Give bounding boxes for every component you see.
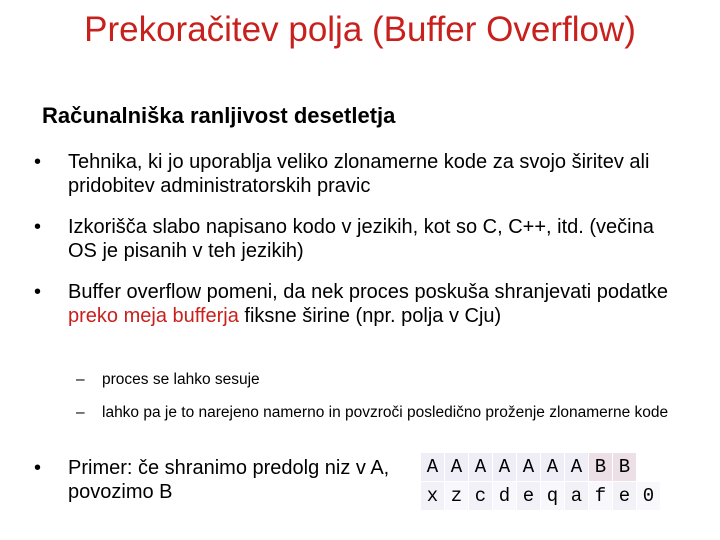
bullet-example: [34, 456, 394, 504]
memory-diagram: [420, 452, 661, 511]
bullet-technique: [34, 150, 684, 198]
data-cell: a: [565, 482, 589, 511]
slide-title: Prekoračitev polja (Buffer Overflow): [84, 10, 636, 49]
data-cell: e: [613, 482, 637, 511]
sub-bullet-text: proces se lahko sesuje: [102, 371, 260, 388]
sub-bullet-crash: [76, 370, 696, 390]
buffer-cell: A: [445, 453, 469, 482]
sub-bullet-dash: –: [76, 404, 85, 421]
data-cell: z: [445, 482, 469, 511]
bullet-dot: •: [34, 151, 42, 173]
buffer-cell: A: [493, 453, 517, 482]
overflow-cell: B: [589, 453, 613, 482]
bullet-dot: •: [34, 216, 42, 238]
data-cell: x: [421, 482, 445, 511]
data-cell: 0: [637, 482, 661, 511]
bullet-text: [68, 280, 684, 328]
sub-bullet-dash: –: [76, 371, 85, 388]
sub-bullet-text: lahko pa je to narejeno namerno in povzroči posledično proženje zlonamerne kode: [102, 404, 669, 421]
data-cell: f: [589, 482, 613, 511]
bullet-text: Izkorišča slabo napisano kodo v jezikih, kot so C, C++, itd. (večina OS je pisanih v teh jezikih): [68, 216, 654, 262]
data-cell: c: [469, 482, 493, 511]
data-row: [421, 482, 661, 511]
bullet-definition: [34, 280, 684, 328]
bullet-dot: •: [34, 457, 42, 479]
bullet-text: Primer: če shranimo predolg niz v A, povozimo B: [68, 457, 390, 503]
bullet-text-start: Buffer overflow pomeni, da nek proces poskuša shranjevati podatke: [68, 281, 668, 303]
data-cell: q: [541, 482, 565, 511]
bullet-dot: •: [34, 281, 42, 303]
bullet-text-end: fiksne širine (npr. polja v Cju): [238, 305, 502, 327]
bullet-exploits: [34, 215, 684, 263]
buffer-cell: A: [541, 453, 565, 482]
buffer-row: [421, 453, 661, 482]
sub-bullet-intentional: [76, 403, 696, 423]
overflow-cell: B: [613, 453, 637, 482]
buffer-cell: A: [565, 453, 589, 482]
buffer-cell: A: [517, 453, 541, 482]
buffer-cell: A: [421, 453, 445, 482]
buffer-cell: A: [469, 453, 493, 482]
bullet-highlight: preko meja bufferja: [68, 305, 239, 327]
bullet-text: Tehnika, ki jo uporablja veliko zlonamerne kode za svojo širitev ali pridobitev administratorskih pravic: [68, 151, 650, 197]
data-cell: d: [493, 482, 517, 511]
data-cell: e: [517, 482, 541, 511]
slide-subtitle: Računalniška ranljivost desetletja: [42, 103, 396, 128]
